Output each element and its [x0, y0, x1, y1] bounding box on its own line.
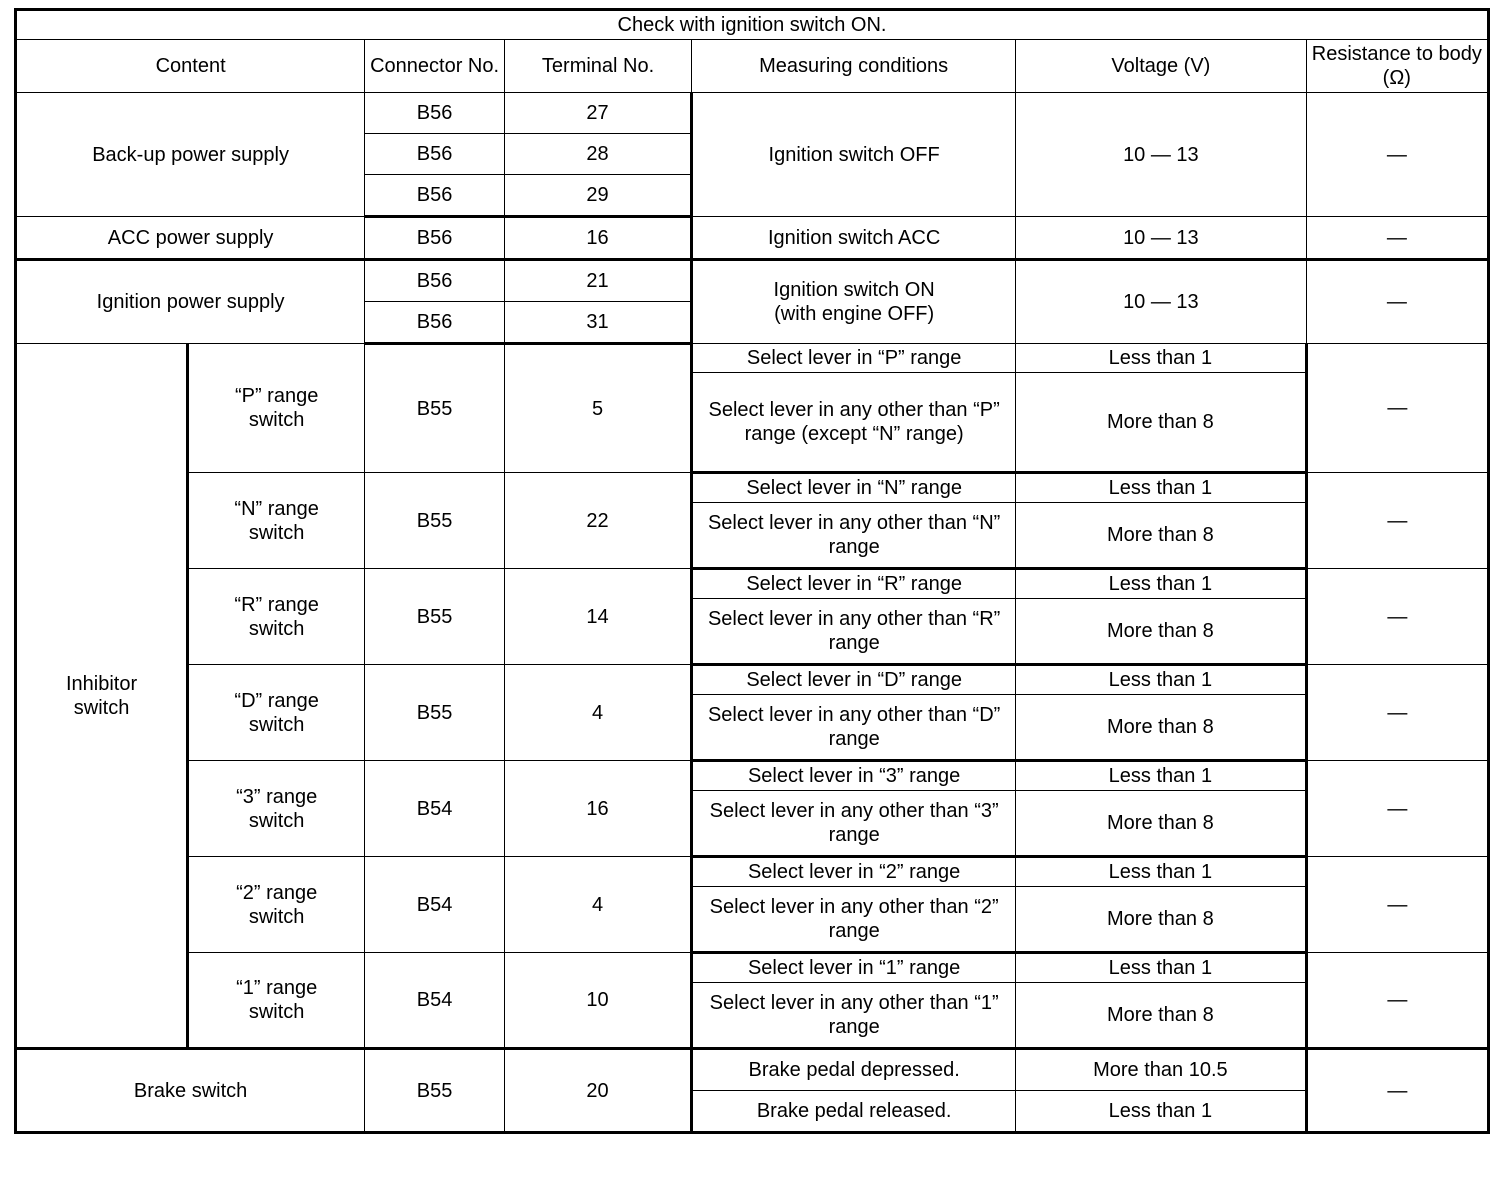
row-label-ignition-power-supply: Ignition power supply	[16, 260, 365, 344]
terminal-no: 4	[504, 665, 691, 761]
resistance-value: —	[1306, 260, 1488, 344]
terminal-no: 5	[504, 344, 691, 473]
terminal-no: 14	[504, 569, 691, 665]
sub-label-line1: “2” range	[236, 881, 318, 904]
sub-label-line2: switch	[248, 521, 305, 544]
inhibitor-label-line1: Inhibitor	[65, 672, 138, 695]
measuring-condition: Select lever in any other than “R” range	[692, 599, 1016, 665]
table-row	[16, 473, 1489, 503]
voltage-value: Less than 1	[1016, 569, 1307, 599]
measuring-condition: Select lever in “P” range	[692, 344, 1016, 373]
connector-no: B56	[365, 93, 505, 134]
measuring-condition: Select lever in “2” range	[692, 857, 1016, 887]
table-title: Check with ignition switch ON.	[16, 10, 1489, 40]
table-row	[16, 761, 1489, 791]
header-content: Content	[16, 40, 365, 93]
row-label-brake-switch: Brake switch	[16, 1049, 365, 1133]
connector-no: B54	[365, 953, 505, 1049]
measuring-condition-line1: Ignition switch ON	[773, 279, 935, 301]
resistance-value: —	[1306, 1049, 1488, 1133]
measuring-condition: Ignition switch OFF	[692, 93, 1016, 217]
voltage-value: 10 — 13	[1016, 217, 1307, 260]
sub-label-3-range-switch	[188, 761, 365, 857]
connector-no: B55	[365, 665, 505, 761]
resistance-value: —	[1306, 665, 1488, 761]
table-row	[16, 217, 1489, 260]
voltage-value: More than 8	[1016, 695, 1307, 761]
measuring-condition	[692, 260, 1016, 344]
connector-no: B56	[365, 302, 505, 344]
table-row	[16, 260, 1489, 302]
resistance-value: —	[1306, 569, 1488, 665]
sub-label-line1: “3” range	[236, 785, 318, 808]
measuring-condition: Select lever in “N” range	[692, 473, 1016, 503]
terminal-no: 4	[504, 857, 691, 953]
sub-label-1-range-switch	[188, 953, 365, 1049]
measuring-condition: Select lever in “R” range	[692, 569, 1016, 599]
measuring-condition: Select lever in any other than “N” range	[692, 503, 1016, 569]
row-label-acc-power-supply: ACC power supply	[16, 217, 365, 260]
sub-label-line2: switch	[248, 905, 305, 928]
sub-label-line2: switch	[248, 713, 305, 736]
header-measuring-conditions: Measuring conditions	[692, 40, 1016, 93]
measuring-condition: Select lever in “3” range	[692, 761, 1016, 791]
sub-label-2-range-switch	[188, 857, 365, 953]
voltage-value: More than 8	[1016, 599, 1307, 665]
terminal-no: 21	[504, 260, 691, 302]
sub-label-line1: “R” range	[234, 593, 319, 616]
sub-label-p-range-switch	[188, 344, 365, 473]
voltage-value: 10 — 13	[1016, 93, 1307, 217]
connector-no: B54	[365, 857, 505, 953]
connector-no: B55	[365, 569, 505, 665]
voltage-value: Less than 1	[1016, 473, 1307, 503]
connector-no: B56	[365, 217, 505, 260]
voltage-value: More than 8	[1016, 373, 1307, 473]
connector-no: B55	[365, 473, 505, 569]
voltage-value: More than 8	[1016, 503, 1307, 569]
table-row	[16, 1049, 1489, 1091]
voltage-value: More than 8	[1016, 887, 1307, 953]
specification-table	[14, 8, 1490, 1134]
resistance-value: —	[1306, 953, 1488, 1049]
connector-no: B56	[365, 134, 505, 175]
header-resistance: Resistance to body (Ω)	[1306, 40, 1488, 93]
row-label-backup-power-supply: Back-up power supply	[16, 93, 365, 217]
table-row	[16, 665, 1489, 695]
table-row	[16, 344, 1489, 373]
measuring-condition: Select lever in “D” range	[692, 665, 1016, 695]
header-terminal-no: Terminal No.	[504, 40, 691, 93]
measuring-condition: Select lever in “1” range	[692, 953, 1016, 983]
voltage-value: Less than 1	[1016, 857, 1307, 887]
voltage-value: Less than 1	[1016, 1091, 1307, 1133]
measuring-condition: Ignition switch ACC	[692, 217, 1016, 260]
voltage-value: More than 8	[1016, 983, 1307, 1049]
voltage-value: Less than 1	[1016, 953, 1307, 983]
table-row	[16, 569, 1489, 599]
sub-label-line1: “D” range	[234, 689, 319, 712]
terminal-no: 27	[504, 93, 691, 134]
voltage-value: More than 10.5	[1016, 1049, 1307, 1091]
sub-label-line2: switch	[248, 1001, 305, 1023]
voltage-value: Less than 1	[1016, 665, 1307, 695]
table-row	[16, 857, 1489, 887]
terminal-no: 16	[504, 761, 691, 857]
measuring-condition: Select lever in any other than “D” range	[692, 695, 1016, 761]
terminal-no: 20	[504, 1049, 691, 1133]
resistance-value: —	[1306, 473, 1488, 569]
sub-label-line2: switch	[248, 617, 305, 640]
row-label-inhibitor-switch	[16, 344, 188, 1049]
voltage-value: 10 — 13	[1016, 260, 1307, 344]
connector-no: B56	[365, 260, 505, 302]
terminal-no: 16	[504, 217, 691, 260]
measuring-condition: Select lever in any other than “2” range	[692, 887, 1016, 953]
measuring-condition: Brake pedal depressed.	[692, 1049, 1016, 1091]
sub-label-line1: “N” range	[234, 497, 319, 520]
voltage-value: More than 8	[1016, 791, 1307, 857]
sub-label-line1: “P” range	[234, 385, 319, 407]
header-voltage: Voltage (V)	[1016, 40, 1307, 93]
resistance-value: —	[1306, 217, 1488, 260]
terminal-no: 29	[504, 175, 691, 217]
voltage-value: Less than 1	[1016, 761, 1307, 791]
sub-label-line1: “1” range	[236, 977, 318, 999]
connector-no: B55	[365, 1049, 505, 1133]
sub-label-line2: switch	[248, 409, 305, 431]
resistance-value: —	[1306, 344, 1488, 473]
inhibitor-label-line2: switch	[73, 696, 130, 719]
table-row	[16, 93, 1489, 134]
sub-label-r-range-switch	[188, 569, 365, 665]
measuring-condition: Select lever in any other than “3” range	[692, 791, 1016, 857]
table-header-row	[16, 40, 1489, 93]
terminal-no: 31	[504, 302, 691, 344]
terminal-no: 22	[504, 473, 691, 569]
measuring-condition-line2: (with engine OFF)	[774, 303, 935, 325]
sub-label-d-range-switch	[188, 665, 365, 761]
terminal-no: 28	[504, 134, 691, 175]
measuring-condition: Select lever in any other than “P” range (except “N” range)	[692, 373, 1016, 473]
table-row	[16, 953, 1489, 983]
measuring-condition: Select lever in any other than “1” range	[692, 983, 1016, 1049]
table-title-row	[16, 10, 1489, 40]
sub-label-line2: switch	[248, 809, 305, 832]
header-connector-no: Connector No.	[365, 40, 505, 93]
connector-no: B54	[365, 761, 505, 857]
connector-no: B56	[365, 175, 505, 217]
sub-label-n-range-switch	[188, 473, 365, 569]
resistance-value: —	[1306, 857, 1488, 953]
terminal-no: 10	[504, 953, 691, 1049]
resistance-value: —	[1306, 761, 1488, 857]
voltage-value: Less than 1	[1016, 344, 1307, 373]
resistance-value: —	[1306, 93, 1488, 217]
measuring-condition: Brake pedal released.	[692, 1091, 1016, 1133]
connector-no: B55	[365, 344, 505, 473]
